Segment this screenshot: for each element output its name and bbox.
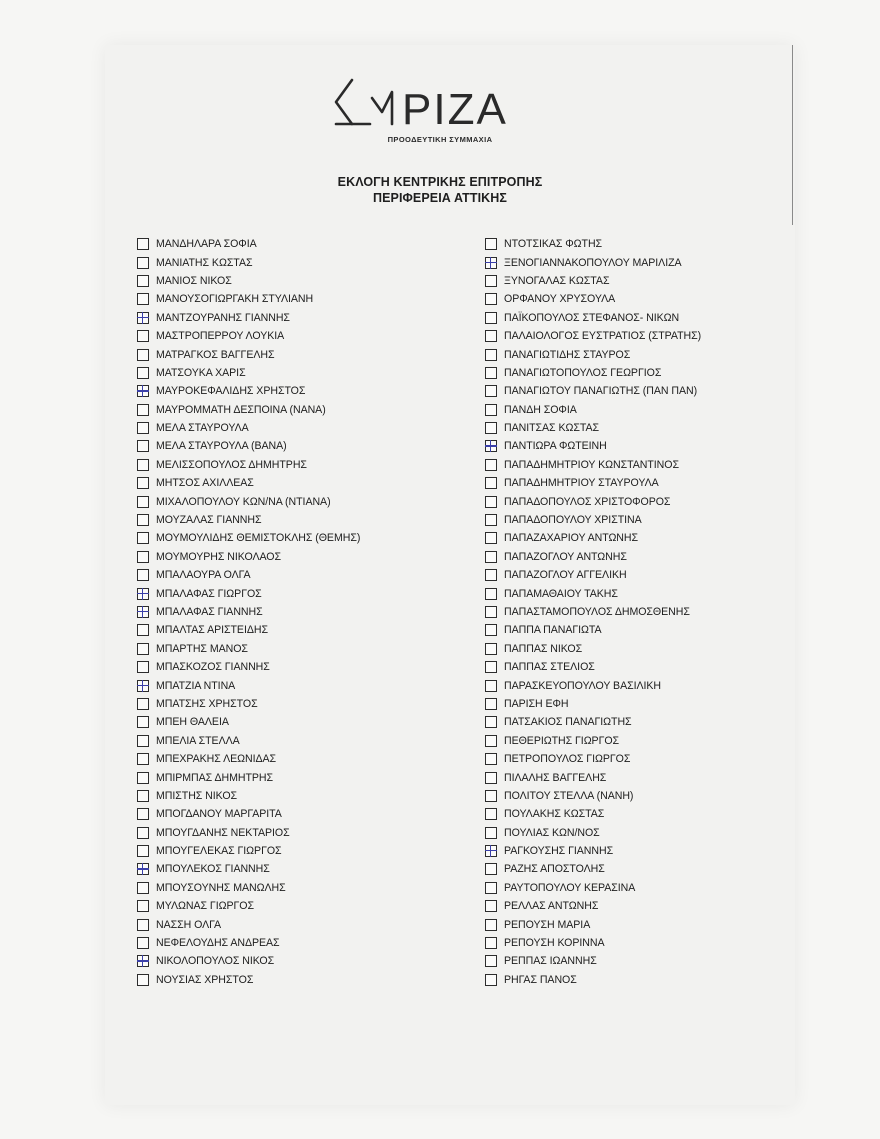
candidate-name: ΜΠΕΗ ΘΑΛΕΙΑ — [156, 716, 229, 729]
vote-checkbox[interactable] — [485, 661, 497, 673]
vote-checkbox[interactable] — [485, 551, 497, 563]
candidate-row[interactable] — [137, 971, 360, 989]
candidate-row[interactable] — [485, 382, 701, 400]
vote-checkbox[interactable] — [485, 312, 497, 324]
vote-checkbox[interactable] — [485, 606, 497, 618]
candidate-row[interactable] — [137, 511, 360, 529]
candidate-name: ΠΑΝΔΗ ΣΟΦΙΑ — [504, 403, 577, 416]
candidate-row[interactable] — [137, 253, 360, 271]
vote-checkbox[interactable] — [137, 827, 149, 839]
candidate-name: ΠΕΤΡΟΠΟΥΛΟΣ ΓΙΩΡΓΟΣ — [504, 753, 631, 766]
vote-checkbox[interactable] — [137, 532, 149, 544]
vote-checkbox[interactable] — [137, 919, 149, 931]
vote-checkbox[interactable] — [485, 716, 497, 728]
vote-checkbox[interactable] — [485, 919, 497, 931]
candidate-name: ΜΑΤΡΑΓΚΟΣ ΒΑΓΓΕΛΗΣ — [156, 348, 275, 361]
logo-subtitle: ΠΡΟΟΔΕΥΤΙΚΗ ΣΥΜΜΑΧΙΑ — [387, 135, 493, 144]
candidate-row[interactable] — [485, 971, 701, 989]
candidate-name: ΠΑΠΑΖΟΓΛΟΥ ΑΝΤΩΝΗΣ — [504, 550, 627, 563]
candidate-row[interactable] — [137, 382, 360, 400]
candidate-row[interactable] — [485, 713, 701, 731]
vote-checkbox[interactable] — [137, 514, 149, 526]
vote-checkbox[interactable] — [485, 459, 497, 471]
candidate-name: ΜΑΝΤΖΟΥΡΑΝΗΣ ΓΙΑΝΝΗΣ — [156, 311, 290, 324]
candidate-row[interactable] — [485, 529, 701, 547]
candidate-row[interactable] — [137, 474, 360, 492]
candidate-row[interactable] — [485, 419, 701, 437]
candidate-row[interactable] — [485, 860, 701, 878]
vote-checkbox[interactable] — [485, 772, 497, 784]
vote-checkbox[interactable] — [137, 790, 149, 802]
vote-checkbox[interactable] — [485, 275, 497, 287]
vote-checkbox[interactable] — [137, 588, 149, 600]
vote-checkbox[interactable] — [485, 790, 497, 802]
candidate-name: ΠΑΝΑΓΙΩΤΟΥ ΠΑΝΑΓΙΩΤΗΣ (ΠΑΝ ΠΑΝ) — [504, 385, 698, 398]
candidate-row[interactable] — [137, 934, 360, 952]
candidate-name: ΠΙΛΑΛΗΣ ΒΑΓΓΕΛΗΣ — [504, 771, 607, 784]
vote-checkbox[interactable] — [485, 698, 497, 710]
candidate-row[interactable] — [137, 603, 360, 621]
vote-checkbox[interactable] — [485, 238, 497, 250]
vote-checkbox[interactable] — [137, 643, 149, 655]
candidate-row[interactable] — [485, 695, 701, 713]
candidate-name: ΠΑΤΣΑΚΙΟΣ ΠΑΝΑΓΙΩΤΗΣ — [504, 716, 632, 729]
candidate-name: ΜΠΑΤΣΗΣ ΧΡΗΣΤΟΣ — [156, 697, 258, 710]
candidate-row[interactable] — [485, 456, 701, 474]
vote-checkbox[interactable] — [137, 698, 149, 710]
vote-checkbox[interactable] — [137, 330, 149, 342]
vote-checkbox[interactable] — [485, 569, 497, 581]
candidate-name: ΝΙΚΟΛΟΠΟΥΛΟΣ ΝΙΚΟΣ — [156, 955, 275, 968]
candidate-name: ΡΑΥΤΟΠΟΥΛΟΥ ΚΕΡΑΣΙΝΑ — [504, 881, 636, 894]
candidate-name: ΜΠΟΥΛΕΚΟΣ ΓΙΑΝΝΗΣ — [156, 863, 270, 876]
vote-checkbox[interactable] — [485, 532, 497, 544]
candidate-name: ΠΑΠΑΖΟΓΛΟΥ ΑΓΓΕΛΙΚΗ — [504, 569, 627, 582]
candidate-row[interactable] — [485, 879, 701, 897]
candidate-name: ΡΕΛΛΑΣ ΑΝΤΩΝΗΣ — [504, 900, 599, 913]
candidate-row[interactable] — [137, 456, 360, 474]
candidate-name: ΜΠΑΛΑΦΑΣ ΓΙΩΡΓΟΣ — [156, 587, 262, 600]
vote-checkbox[interactable] — [485, 900, 497, 912]
candidate-name: ΠΑΠΑΔΟΠΟΥΛΟΥ ΧΡΙΣΤΙΝΑ — [504, 514, 642, 527]
vote-checkbox[interactable] — [137, 863, 149, 875]
vote-checkbox[interactable] — [485, 367, 497, 379]
vote-checkbox[interactable] — [485, 937, 497, 949]
candidate-row[interactable] — [485, 437, 701, 455]
svg-text:ΡΙΖΑ: ΡΙΖΑ — [402, 85, 508, 132]
candidate-row[interactable] — [137, 529, 360, 547]
vote-checkbox[interactable] — [137, 569, 149, 581]
candidate-row[interactable] — [137, 842, 360, 860]
vote-checkbox[interactable] — [137, 937, 149, 949]
candidate-name: ΝΕΦΕΛΟΥΔΗΣ ΑΝΔΡΕΑΣ — [156, 937, 280, 950]
candidate-name: ΜΑΤΣΟΥΚΑ ΧΑΡΙΣ — [156, 366, 246, 379]
candidate-name: ΜΗΤΣΟΣ ΑΧΙΛΛΕΑΣ — [156, 477, 254, 490]
vote-checkbox[interactable] — [485, 624, 497, 636]
vote-checkbox[interactable] — [137, 275, 149, 287]
candidate-row[interactable] — [485, 492, 701, 510]
vote-checkbox[interactable] — [485, 293, 497, 305]
vote-checkbox[interactable] — [485, 863, 497, 875]
candidate-name: ΠΟΥΛΑΚΗΣ ΚΩΣΤΑΣ — [504, 808, 605, 821]
candidate-row[interactable] — [485, 621, 701, 639]
candidate-name: ΜΟΥΜΟΥΡΗΣ ΝΙΚΟΛΑΟΣ — [156, 550, 281, 563]
candidate-name: ΜΑΣΤΡΟΠΕΡΡΟΥ ΛΟΥΚΙΑ — [156, 330, 285, 343]
candidate-row[interactable] — [485, 805, 701, 823]
candidate-name: ΜΠΕΛΙΑ ΣΤΕΛΛΑ — [156, 734, 240, 747]
candidate-name: ΜΑΥΡΟΜΜΑΤΗ ΔΕΣΠΟΙΝΑ (ΝΑΝΑ) — [156, 403, 326, 416]
vote-checkbox[interactable] — [485, 477, 497, 489]
candidate-row[interactable] — [485, 750, 701, 768]
vote-checkbox[interactable] — [137, 404, 149, 416]
candidate-row[interactable] — [137, 566, 360, 584]
candidate-row[interactable] — [485, 364, 701, 382]
vote-checkbox[interactable] — [485, 753, 497, 765]
vote-checkbox[interactable] — [485, 882, 497, 894]
vote-checkbox[interactable] — [137, 551, 149, 563]
vote-checkbox[interactable] — [485, 385, 497, 397]
candidate-row[interactable] — [137, 492, 360, 510]
candidate-name: ΜΠΑΛΤΑΣ ΑΡΙΣΤΕΙΔΗΣ — [156, 624, 268, 637]
vote-checkbox[interactable] — [137, 496, 149, 508]
candidate-name: ΜΠΑΛΑΟΥΡΑ ΟΛΓΑ — [156, 569, 251, 582]
candidate-name: ΡΑΓΚΟΥΣΗΣ ΓΙΑΝΝΗΣ — [504, 845, 614, 858]
candidate-row[interactable] — [485, 511, 701, 529]
candidate-row[interactable] — [137, 658, 360, 676]
candidate-row[interactable] — [137, 824, 360, 842]
candidate-row[interactable] — [485, 658, 701, 676]
candidate-name: ΠΟΛΙΤΟΥ ΣΤΕΛΛΑ (ΝΑΝΗ) — [504, 789, 634, 802]
candidate-name: ΜΕΛΑ ΣΤΑΥΡΟΥΛΑ (ΒΑΝΑ) — [156, 440, 287, 453]
candidate-row[interactable] — [485, 253, 701, 271]
vote-checkbox[interactable] — [137, 974, 149, 986]
candidate-name: ΜΠΑΡΤΗΣ ΜΑΝΟΣ — [156, 642, 248, 655]
candidate-row[interactable] — [137, 419, 360, 437]
candidate-row[interactable] — [137, 272, 360, 290]
candidate-name: ΜΠΑΣΚΟΖΟΣ ΓΙΑΝΝΗΣ — [156, 661, 270, 674]
candidate-row[interactable] — [485, 768, 701, 786]
candidate-row[interactable] — [137, 750, 360, 768]
candidate-name: ΜΥΛΩΝΑΣ ΓΙΩΡΓΟΣ — [156, 900, 254, 913]
candidate-name: ΠΑΠΑΖΑΧΑΡΙΟΥ ΑΝΤΩΝΗΣ — [504, 532, 639, 545]
candidate-name: ΜΠΑΤΖΙΑ ΝΤΙΝΑ — [156, 679, 236, 692]
candidate-row[interactable] — [137, 364, 360, 382]
candidate-row[interactable] — [137, 805, 360, 823]
candidate-row[interactable] — [485, 676, 701, 694]
candidate-row[interactable] — [485, 897, 701, 915]
candidate-name: ΜΠΕΧΡΑΚΗΣ ΛΕΩΝΙΔΑΣ — [156, 753, 277, 766]
candidate-row[interactable] — [485, 824, 701, 842]
candidate-name: ΠΑΡΙΣΗ ΕΦΗ — [504, 697, 569, 710]
vote-checkbox[interactable] — [137, 606, 149, 618]
candidate-name: ΠΑΠΠΑ ΠΑΝΑΓΙΩΤΑ — [504, 624, 602, 637]
candidate-row[interactable] — [485, 566, 701, 584]
candidate-row[interactable] — [137, 290, 360, 308]
candidate-row[interactable] — [137, 327, 360, 345]
vote-checkbox[interactable] — [485, 330, 497, 342]
candidate-row[interactable] — [137, 584, 360, 602]
candidate-row[interactable] — [137, 879, 360, 897]
left-candidate-column — [137, 235, 360, 989]
vote-checkbox[interactable] — [137, 808, 149, 820]
candidate-name: ΠΑΠΠΑΣ ΣΤΕΛΙΟΣ — [504, 661, 595, 674]
candidate-name: ΜΠΟΥΓΕΛΕΚΑΣ ΓΙΩΡΓΟΣ — [156, 845, 282, 858]
vote-checkbox[interactable] — [485, 827, 497, 839]
vote-checkbox[interactable] — [137, 735, 149, 747]
vote-checkbox[interactable] — [137, 367, 149, 379]
vote-checkbox[interactable] — [485, 514, 497, 526]
candidate-name: ΝΤΟΤΣΙΚΑΣ ΦΩΤΗΣ — [504, 238, 603, 251]
vote-checkbox[interactable] — [137, 238, 149, 250]
candidate-name: ΠΕΘΕΡΙΩΤΗΣ ΓΙΩΡΓΟΣ — [504, 734, 620, 747]
candidate-name: ΜΠΟΓΔΑΝΟΥ ΜΑΡΓΑΡΙΤΑ — [156, 808, 282, 821]
candidate-row[interactable] — [137, 732, 360, 750]
candidate-name: ΜΠΑΛΑΦΑΣ ΓΙΑΝΝΗΣ — [156, 606, 263, 618]
vote-checkbox[interactable] — [137, 293, 149, 305]
vote-checkbox[interactable] — [485, 955, 497, 967]
candidate-row[interactable] — [485, 842, 701, 860]
vote-checkbox[interactable] — [137, 661, 149, 673]
vote-checkbox[interactable] — [485, 588, 497, 600]
candidate-name: ΠΑΠΠΑΣ ΝΙΚΟΣ — [504, 642, 583, 655]
vote-checkbox[interactable] — [137, 680, 149, 692]
vote-checkbox[interactable] — [137, 422, 149, 434]
candidate-row[interactable] — [485, 474, 701, 492]
candidate-row[interactable] — [137, 787, 360, 805]
vote-checkbox[interactable] — [485, 422, 497, 434]
vote-checkbox[interactable] — [485, 257, 497, 269]
candidate-name: ΠΑΠΑΔΟΠΟΥΛΟΣ ΧΡΙΣΤΟΦΟΡΟΣ — [504, 495, 671, 508]
candidate-row[interactable] — [485, 345, 701, 363]
candidate-name: ΜΟΥΜΟΥΛΙΔΗΣ ΘΕΜΙΣΤΟΚΛΗΣ (ΘΕΜΗΣ) — [156, 532, 361, 545]
candidate-row[interactable] — [485, 952, 701, 970]
candidate-name: ΟΡΦΑΝΟΥ ΧΡΥΣΟΥΛΑ — [504, 293, 616, 306]
candidate-row[interactable] — [485, 787, 701, 805]
candidate-name: ΡΕΠΠΑΣ ΙΩΑΝΝΗΣ — [504, 955, 597, 968]
candidate-row[interactable] — [137, 915, 360, 933]
vote-checkbox[interactable] — [137, 459, 149, 471]
vote-checkbox[interactable] — [485, 496, 497, 508]
vote-checkbox[interactable] — [137, 753, 149, 765]
candidate-name: ΜΠΟΥΣΟΥΝΗΣ ΜΑΝΩΛΗΣ — [156, 881, 286, 894]
candidate-row[interactable] — [137, 952, 360, 970]
candidate-name: ΜΙΧΑΛΟΠΟΥΛΟΥ ΚΩΝ/ΝΑ (ΝΤΙΑΝΑ) — [156, 495, 331, 508]
candidate-row[interactable] — [485, 327, 701, 345]
candidate-row[interactable] — [485, 272, 701, 290]
candidate-name: ΠΑΠΑΜΑΘΑΙΟΥ ΤΑΚΗΣ — [504, 587, 618, 600]
candidate-row[interactable] — [137, 548, 360, 566]
candidate-name: ΠΑΠΑΔΗΜΗΤΡΙΟΥ ΣΤΑΥΡΟΥΛΑ — [504, 477, 659, 490]
candidate-name: ΜΟΥΖΑΛΑΣ ΓΙΑΝΝΗΣ — [156, 514, 262, 527]
ballot-title: ΕΚΛΟΓΗ ΚΕΝΤΡΙΚΗΣ ΕΠΙΤΡΟΠΗΣ — [337, 175, 543, 189]
candidate-row[interactable] — [485, 235, 701, 253]
candidate-row[interactable] — [485, 309, 701, 327]
candidate-name: ΠΑΪΚΟΠΟΥΛΟΣ ΣΤΕΦΑΝΟΣ- ΝΙΚΩΝ — [504, 311, 680, 324]
candidate-row[interactable] — [485, 732, 701, 750]
candidate-name: ΜΑΝΔΗΛΑΡΑ ΣΟΦΙΑ — [156, 238, 257, 251]
candidate-name: ΠΑΝΑΓΙΩΤΟΠΟΥΛΟΣ ΓΕΩΡΓΙΟΣ — [504, 366, 662, 379]
candidate-row[interactable] — [137, 345, 360, 363]
candidate-name: ΠΑΝΙΤΣΑΣ ΚΩΣΤΑΣ — [504, 422, 599, 435]
vote-checkbox[interactable] — [137, 477, 149, 489]
candidate-row[interactable] — [485, 548, 701, 566]
candidate-name: ΜΠΙΣΤΗΣ ΝΙΚΟΣ — [156, 789, 238, 802]
candidate-name: ΜΑΝΙΑΤΗΣ ΚΩΣΤΑΣ — [156, 256, 253, 269]
candidate-row[interactable] — [137, 437, 360, 455]
candidate-row[interactable] — [137, 897, 360, 915]
vote-checkbox[interactable] — [485, 440, 497, 452]
vote-checkbox[interactable] — [137, 772, 149, 784]
vote-checkbox[interactable] — [137, 955, 149, 967]
candidate-row[interactable] — [485, 934, 701, 952]
right-candidate-column — [485, 235, 701, 989]
candidate-name: ΜΑΥΡΟΚΕΦΑΛΙΔΗΣ ΧΡΗΣΤΟΣ — [156, 385, 306, 398]
candidate-row[interactable] — [137, 676, 360, 694]
vote-checkbox[interactable] — [485, 349, 497, 361]
vote-checkbox[interactable] — [137, 440, 149, 452]
vote-checkbox[interactable] — [137, 312, 149, 324]
candidate-name: ΜΕΛΙΣΣΟΠΟΥΛΟΣ ΔΗΜΗΤΡΗΣ — [156, 458, 307, 471]
candidate-name: ΠΑΡΑΣΚΕΥΟΠΟΥΛΟΥ ΒΑΣΙΛΙΚΗ — [504, 679, 662, 692]
vote-checkbox[interactable] — [485, 643, 497, 655]
paper-edge — [792, 45, 793, 225]
candidate-row[interactable] — [137, 309, 360, 327]
candidate-row[interactable] — [137, 621, 360, 639]
vote-checkbox[interactable] — [485, 680, 497, 692]
candidate-name: ΜΑΝΟΥΣΟΓΙΩΡΓΑΚΗ ΣΤΥΛΙΑΝΗ — [156, 293, 314, 306]
candidate-name: ΜΠΟΥΓΔΑΝΗΣ ΝΕΚΤΑΡΙΟΣ — [156, 826, 290, 839]
candidate-name: ΡΑΖΗΣ ΑΠΟΣΤΟΛΗΣ — [504, 863, 605, 876]
candidate-row[interactable] — [485, 401, 701, 419]
vote-checkbox[interactable] — [485, 404, 497, 416]
ballot-region: ΠΕΡΙΦΕΡΕΙΑ ΑΤΤΙΚΗΣ — [372, 191, 508, 205]
vote-checkbox[interactable] — [485, 845, 497, 857]
vote-checkbox[interactable] — [137, 257, 149, 269]
candidate-name: ΝΑΣΣΗ ΟΛΓΑ — [156, 918, 221, 931]
vote-checkbox[interactable] — [137, 624, 149, 636]
vote-checkbox[interactable] — [485, 974, 497, 986]
candidate-name: ΜΕΛΑ ΣΤΑΥΡΟΥΛΑ — [156, 422, 249, 435]
candidate-row[interactable] — [137, 768, 360, 786]
candidate-row[interactable] — [137, 235, 360, 253]
candidate-row[interactable] — [137, 713, 360, 731]
vote-checkbox[interactable] — [137, 716, 149, 728]
candidate-row[interactable] — [485, 584, 701, 602]
candidate-name: ΜΠΙΡΜΠΑΣ ΔΗΜΗΤΡΗΣ — [156, 771, 274, 784]
candidate-name: ΠΑΛΑΙΟΛΟΓΟΣ ΕΥΣΤΡΑΤΙΟΣ (ΣΤΡΑΤΗΣ) — [504, 330, 702, 343]
candidate-name: ΠΑΠΑΣΤΑΜΟΠΟΥΛΟΣ ΔΗΜΟΣΘΕΝΗΣ — [504, 606, 690, 618]
vote-checkbox[interactable] — [137, 882, 149, 894]
candidate-name: ΡΕΠΟΥΣΗ ΚΟΡΙΝΝΑ — [504, 937, 605, 950]
vote-checkbox[interactable] — [137, 845, 149, 857]
candidate-name: ΡΕΠΟΥΣΗ ΜΑΡΙΑ — [504, 918, 591, 931]
candidate-row[interactable] — [485, 640, 701, 658]
vote-checkbox[interactable] — [137, 900, 149, 912]
candidate-name: ΞΕΝΟΓΙΑΝΝΑΚΟΠΟΥΛΟΥ ΜΑΡΙΛΙΖΑ — [504, 256, 682, 269]
vote-checkbox[interactable] — [485, 808, 497, 820]
syriza-logo — [330, 68, 550, 132]
candidate-name: ΜΑΝΙΟΣ ΝΙΚΟΣ — [156, 274, 232, 287]
candidate-name: ΝΟΥΣΙΑΣ ΧΡΗΣΤΟΣ — [156, 973, 254, 986]
candidate-name: ΠΑΠΑΔΗΜΗΤΡΙΟΥ ΚΩΝΣΤΑΝΤΙΝΟΣ — [504, 458, 679, 471]
candidate-row[interactable] — [485, 290, 701, 308]
candidate-name: ΠΟΥΛΙΑΣ ΚΩΝ/ΝΟΣ — [504, 826, 600, 839]
vote-checkbox[interactable] — [137, 349, 149, 361]
candidate-name: ΡΗΓΑΣ ΠΑΝΟΣ — [504, 973, 577, 986]
candidate-row[interactable] — [137, 640, 360, 658]
candidate-row[interactable] — [137, 860, 360, 878]
vote-checkbox[interactable] — [485, 735, 497, 747]
vote-checkbox[interactable] — [137, 385, 149, 397]
candidate-name: ΞΥΝΟΓΑΛΑΣ ΚΩΣΤΑΣ — [504, 274, 610, 287]
candidate-name: ΠΑΝΑΓΙΩΤΙΔΗΣ ΣΤΑΥΡΟΣ — [504, 348, 631, 361]
candidate-row[interactable] — [137, 695, 360, 713]
candidate-row[interactable] — [485, 603, 701, 621]
candidate-row[interactable] — [137, 401, 360, 419]
candidate-name: ΠΑΝΤΙΩΡΑ ΦΩΤΕΙΝΗ — [504, 440, 607, 453]
candidate-row[interactable] — [485, 915, 701, 933]
